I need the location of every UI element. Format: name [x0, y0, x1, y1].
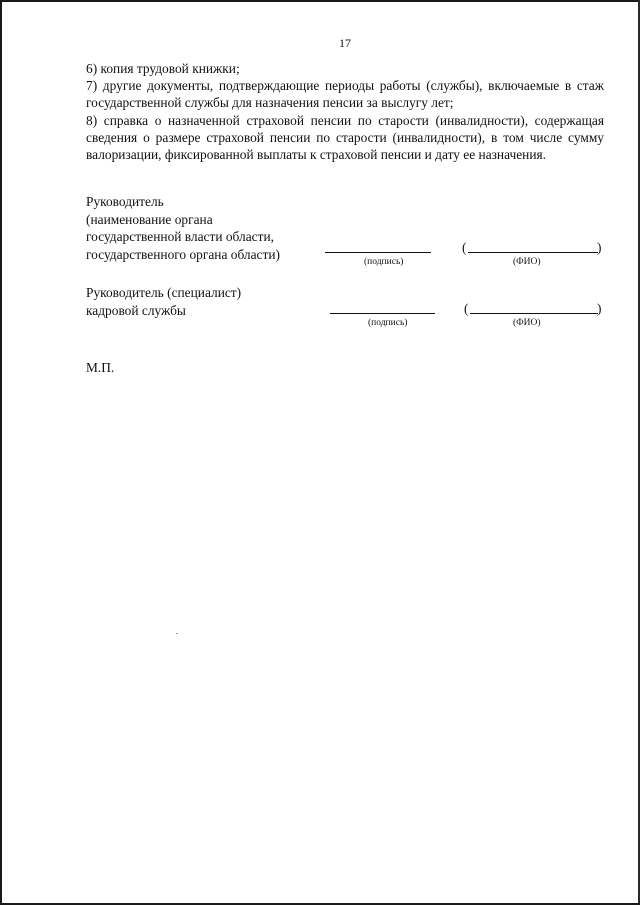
signature-block-head [86, 193, 280, 263]
name-paren-close: ) [597, 240, 602, 255]
name-line [468, 252, 598, 253]
signer-title-line: Руководитель [86, 194, 164, 209]
name-paren-open: ( [462, 240, 467, 255]
signer-title-line: кадровой службы [86, 302, 186, 318]
signer-title-line: (наименование органа [86, 211, 213, 227]
document-body [86, 60, 604, 163]
name-caption: (ФИО) [513, 318, 541, 328]
signer-title-line: государственного органа области) [86, 246, 280, 262]
paragraph-item-6: 6) копия трудовой книжки; [86, 61, 240, 76]
paragraph-item-8: 8) справка о назначенной страховой пенсии по старости (инвалидности), содержащая сведения о размере страховой пенсии по старости (инвалидности), в том числе сумму валоризации, фиксированной выплаты к страховой пенсии и дату ее назначения. [86, 112, 604, 163]
signature-line [325, 252, 431, 253]
signature-caption: (подпись) [364, 257, 404, 267]
name-paren-open: ( [464, 301, 469, 316]
scan-speck [176, 633, 178, 634]
signature-caption: (подпись) [368, 318, 408, 328]
name-line [470, 313, 598, 314]
paragraph-item-7: 7) другие документы, подтверждающие периоды работы (службы), включаемые в стаж государственной службы для назначения пенсии за выслугу лет; [86, 78, 604, 111]
page-border-left [0, 0, 2, 905]
signature-block-hr [86, 284, 241, 319]
name-caption: (ФИО) [513, 257, 541, 267]
signer-title-line: Руководитель (специалист) [86, 285, 242, 300]
stamp-placeholder: М.П. [86, 360, 115, 375]
page-border-top [0, 0, 640, 2]
signature-line [330, 313, 435, 314]
signer-title-line: государственной власти области, [86, 229, 274, 244]
page-number: 17 [339, 36, 351, 50]
name-paren-close: ) [597, 301, 602, 316]
